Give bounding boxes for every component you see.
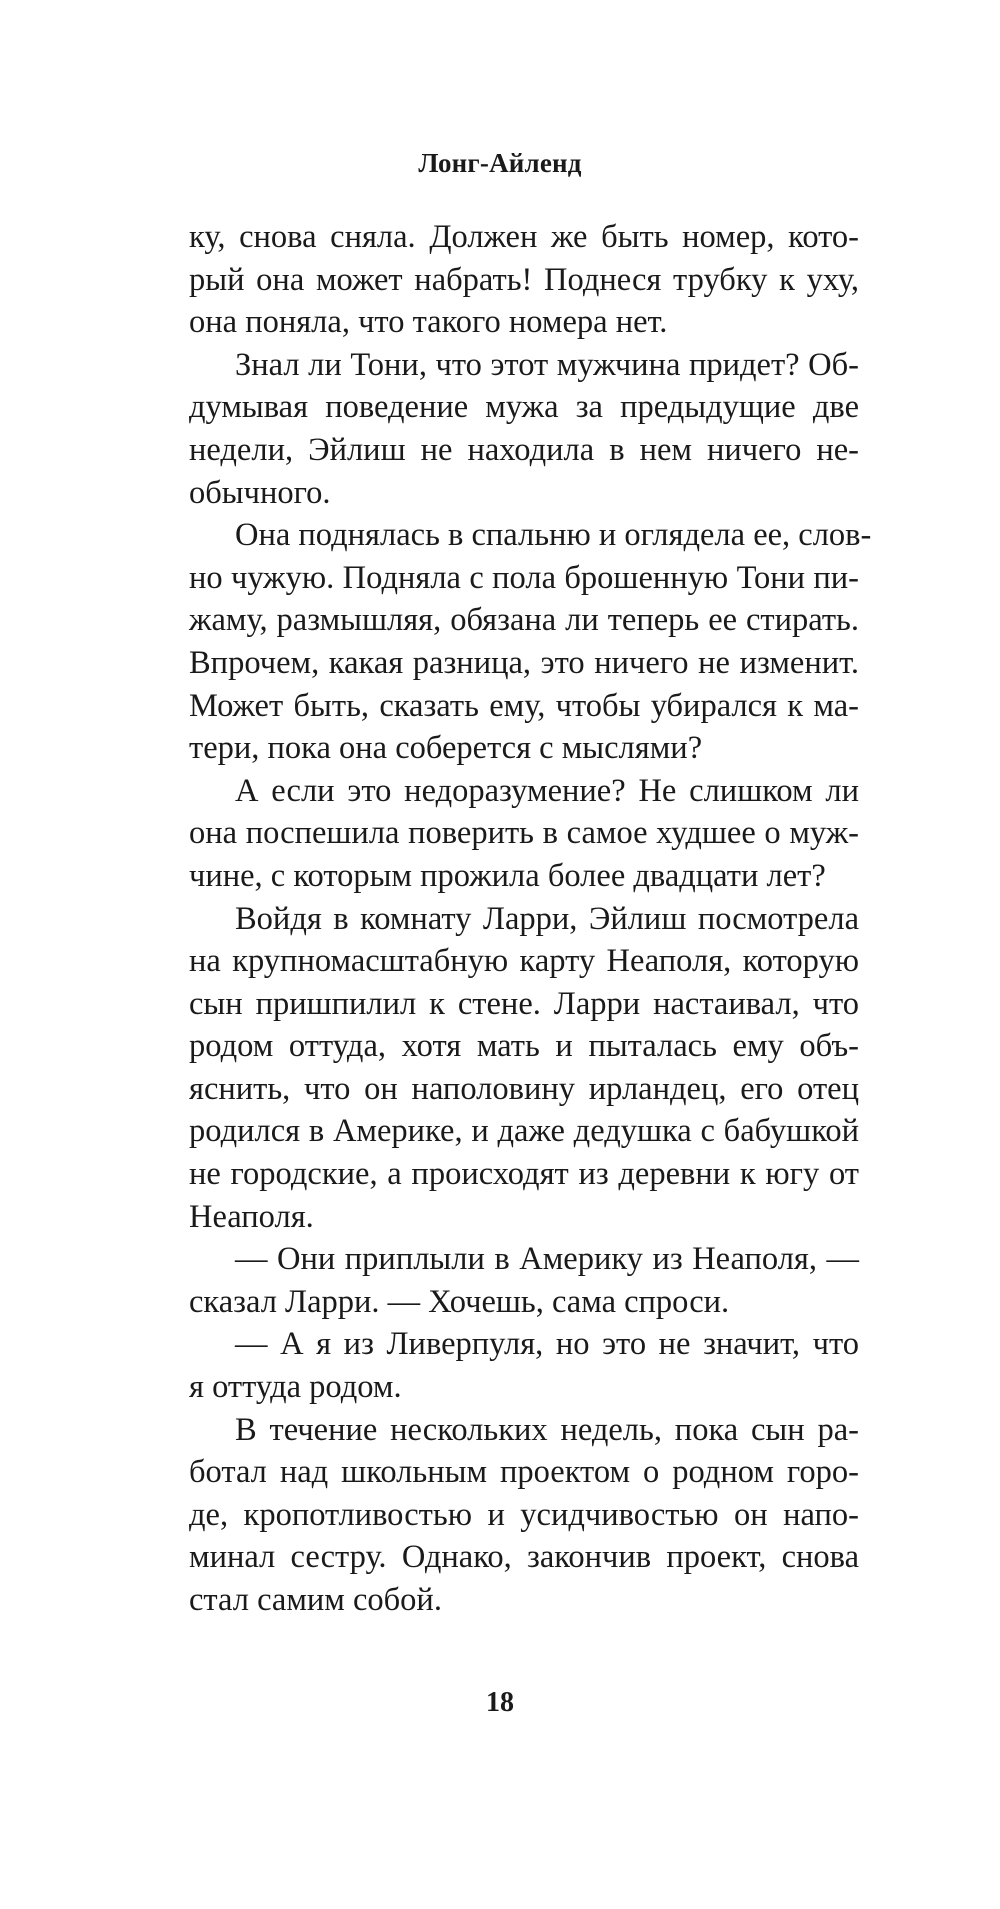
text-line: недели, Эйлиш не находила в нем ничего не- (189, 431, 859, 468)
text-line: А если это недоразумение? Не слишком ли (235, 772, 859, 809)
paragraph (189, 1323, 859, 1408)
text-line: ботал над школьным проектом о родном горо- (189, 1454, 859, 1491)
text-line: Впрочем, какая разница, это ничего не изменит. (189, 644, 859, 681)
paragraph (189, 1238, 859, 1323)
text-line: минал сестру. Однако, закончив проект, снова (189, 1539, 859, 1576)
text-line: Может быть, сказать ему, чтобы убирался к ма- (189, 687, 859, 724)
text-line: родом оттуда, хотя мать и пыталась ему объ- (189, 1028, 859, 1065)
text-line: В течение нескольких недель, пока сын ра- (235, 1411, 859, 1448)
page-number: 18 (486, 1687, 514, 1718)
paragraph (189, 514, 872, 770)
text-line: Она поднялась в спальню и оглядела ее, слов- (235, 517, 872, 554)
paragraph (189, 344, 859, 514)
paragraph (189, 1409, 859, 1622)
paragraph (189, 216, 859, 344)
text-line: обычного. (189, 474, 331, 511)
text-line: — А я из Ливерпуля, но это не значит, что (235, 1326, 859, 1363)
text-line: на крупномасштабную карту Неаполя, которую (189, 943, 859, 980)
body-text (189, 216, 872, 1622)
text-line: сказал Ларри. — Хочешь, сама спроси. (189, 1283, 730, 1320)
running-head: Лонг-Айленд (418, 148, 582, 178)
text-line: стал самим собой. (189, 1582, 442, 1618)
text-line: ку, снова сняла. Должен же быть номер, кото- (189, 219, 859, 255)
text-line: сын пришпилил к стене. Ларри настаивал, что (189, 985, 859, 1022)
text-line: я оттуда родом. (189, 1369, 402, 1406)
text-line: но чужую. Подняла с пола брошенную Тони пи- (189, 559, 859, 596)
text-line: — Они приплыли в Америку из Неаполя, — (235, 1241, 859, 1278)
text-line: де, кропотливостью и усидчивостью он напо- (189, 1496, 859, 1533)
text-line: она поспешила поверить в самое худшее о муж- (189, 815, 859, 852)
text-line: родился в Америке, и даже дедушка с бабушкой (189, 1113, 859, 1150)
paragraph (189, 898, 859, 1239)
text-line: жаму, размышляя, обязана ли теперь ее стирать. (189, 602, 859, 639)
text-line: она поняла, что такого номера нет. (189, 304, 668, 341)
text-line: Знал ли Тони, что этот мужчина придет? Об- (235, 346, 859, 383)
text-line: думывая поведение мужа за предыдущие две (189, 389, 859, 426)
text-line: Войдя в комнату Ларри, Эйлиш посмотрела (235, 900, 859, 937)
paragraph (189, 770, 859, 898)
text-line: рый она может набрать! Поднеся трубку к уху, (189, 261, 859, 298)
text-line: чине, с которым прожила более двадцати лет? (189, 857, 826, 894)
text-line: тери, пока она соберется с мыслями? (189, 730, 703, 767)
text-line: не городские, а происходят из деревни к югу от (189, 1156, 859, 1193)
text-line: яснить, что он наполовину ирландец, его отец (189, 1070, 859, 1107)
text-line: Неаполя. (189, 1198, 314, 1235)
